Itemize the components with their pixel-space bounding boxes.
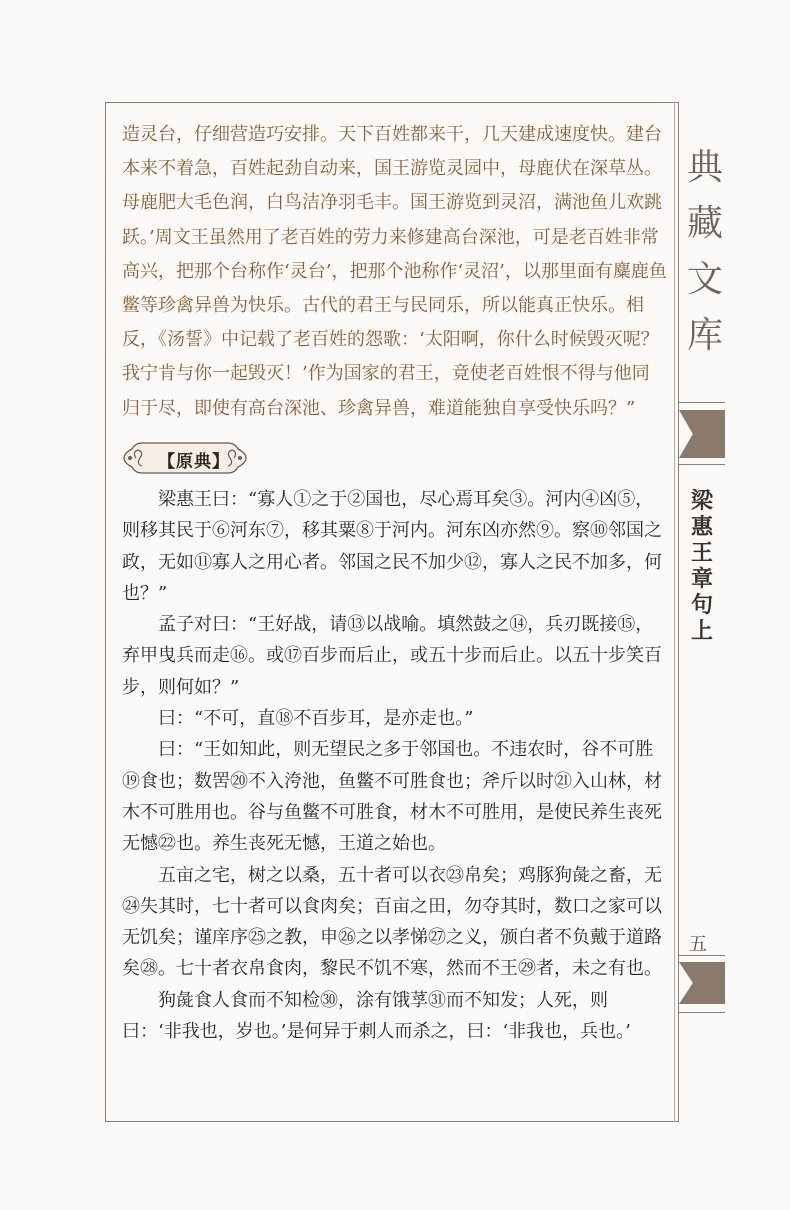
original-text (122, 484, 667, 1047)
translation-paragraph: 造灵台，仔细营造巧安排。天下百姓都来干，几天建成速度快。建台本来不着急，百姓起劲自动来，国王游览灵园中，母鹿伏在深草丛。母鹿肥大毛色润，白鸟洁净羽毛丰。国王游览到灵沼，满池鱼儿欢跳跃。’周文王虽然用了老百姓的劳力来修建高台深池，可是老百姓非常高兴，把那个台称作‘灵台’，把那个池称作‘灵沼’，以那里面有麋鹿鱼鳖等珍禽异兽为快乐。古代的君王与民同乐，所以能真正快乐。相反，《汤誓》中记载了老百姓的怨歌：‘太阳啊，你什么时候毁灭呢？我宁肯与你一起毁灭！’作为国家的君王，竟使老百姓恨不得与他同归于尽，即使有高台深池、珍禽异兽，难道能独自享受快乐吗？” (122, 124, 667, 419)
frame-right-border (678, 102, 679, 1122)
sidebar-divider (679, 955, 725, 956)
chapter-title-char: 句 (690, 592, 713, 618)
sidebar-divider (679, 402, 725, 403)
frame-top-border (105, 102, 679, 103)
frame-bottom-border (105, 1121, 679, 1122)
original-paragraph: 孟子对曰：“王好战，请⑬以战喻。填然鼓之⑭，兵刃既接⑮，弃甲曳兵而走⑯。或⑰百步而后止，或五十步而后止。以五十步笑百步，则何如？” (122, 614, 662, 698)
original-paragraph: 曰：“王如知此，则无望民之多于邻国也。不违农时，谷不可胜⑲食也；数罟⑳不入洿池，鱼鳖不可胜食也；斧斤以时㉑入山林，材木不可胜用也。谷与鱼鳖不可胜食，材木不可胜用，是使民养生丧死无憾㉒也。养生丧死无憾，王道之始也。 (122, 739, 662, 855)
chapter-title-char: 惠 (690, 514, 713, 540)
frame-left-border (105, 102, 106, 1122)
chapter-title-char: 上 (690, 618, 713, 644)
chapter-title (685, 488, 719, 644)
original-paragraph: 梁惠王曰：“寡人①之于②国也，尽心焉耳矣③。河内④凶⑤，则移其民于⑥河东⑦，移其粟⑧于河内。河东凶亦然⑨。察⑩邻国之政，无如⑪寡人之用心者。邻国之民不加少⑫，寡人之民不加多，何也？” (122, 489, 662, 604)
section-header (122, 440, 248, 476)
logo-char: 典 (686, 147, 723, 188)
sidebar-band-bottom (679, 962, 725, 1004)
logo-char: 藏 (686, 203, 723, 244)
chapter-title-char: 王 (690, 540, 713, 566)
frame-inner-right-border (674, 102, 675, 1122)
original-paragraph: 狗彘食人食而不知检㉚，涂有饿莩㉛而不知发；人死，则曰：‘非我也，岁也。’是何异于刺人而杀之，曰：‘非我也，兵也。’ (122, 989, 631, 1043)
sidebar-divider (679, 464, 725, 465)
original-paragraph: 五亩之宅，树之以桑，五十者可以衣㉓帛矣；鸡豚狗彘之畜，无㉔失其时，七十者可以食肉矣；百亩之田，勿夺其时，数口之家可以无饥矣；谨庠序㉕之教，申㉖之以孝悌㉗之义，颁白者不负戴于道路矣㉘。七十者衣帛食肉，黎民不饥不寒，然而不王㉙者，未之有也。 (122, 864, 662, 980)
chapter-title-char: 梁 (690, 488, 713, 514)
sidebar-divider (679, 1012, 725, 1013)
series-logo (685, 140, 725, 364)
original-paragraph: 曰：“不可，直⑱不百步耳，是亦走也。” (158, 708, 474, 730)
logo-char: 库 (686, 315, 723, 356)
section-header-label: 【原典】 (158, 452, 230, 472)
translation-text (122, 118, 667, 426)
page-number: 五 (689, 934, 707, 955)
chapter-title-char: 章 (690, 566, 713, 592)
logo-char: 文 (686, 259, 723, 300)
sidebar-band-top (679, 410, 725, 458)
